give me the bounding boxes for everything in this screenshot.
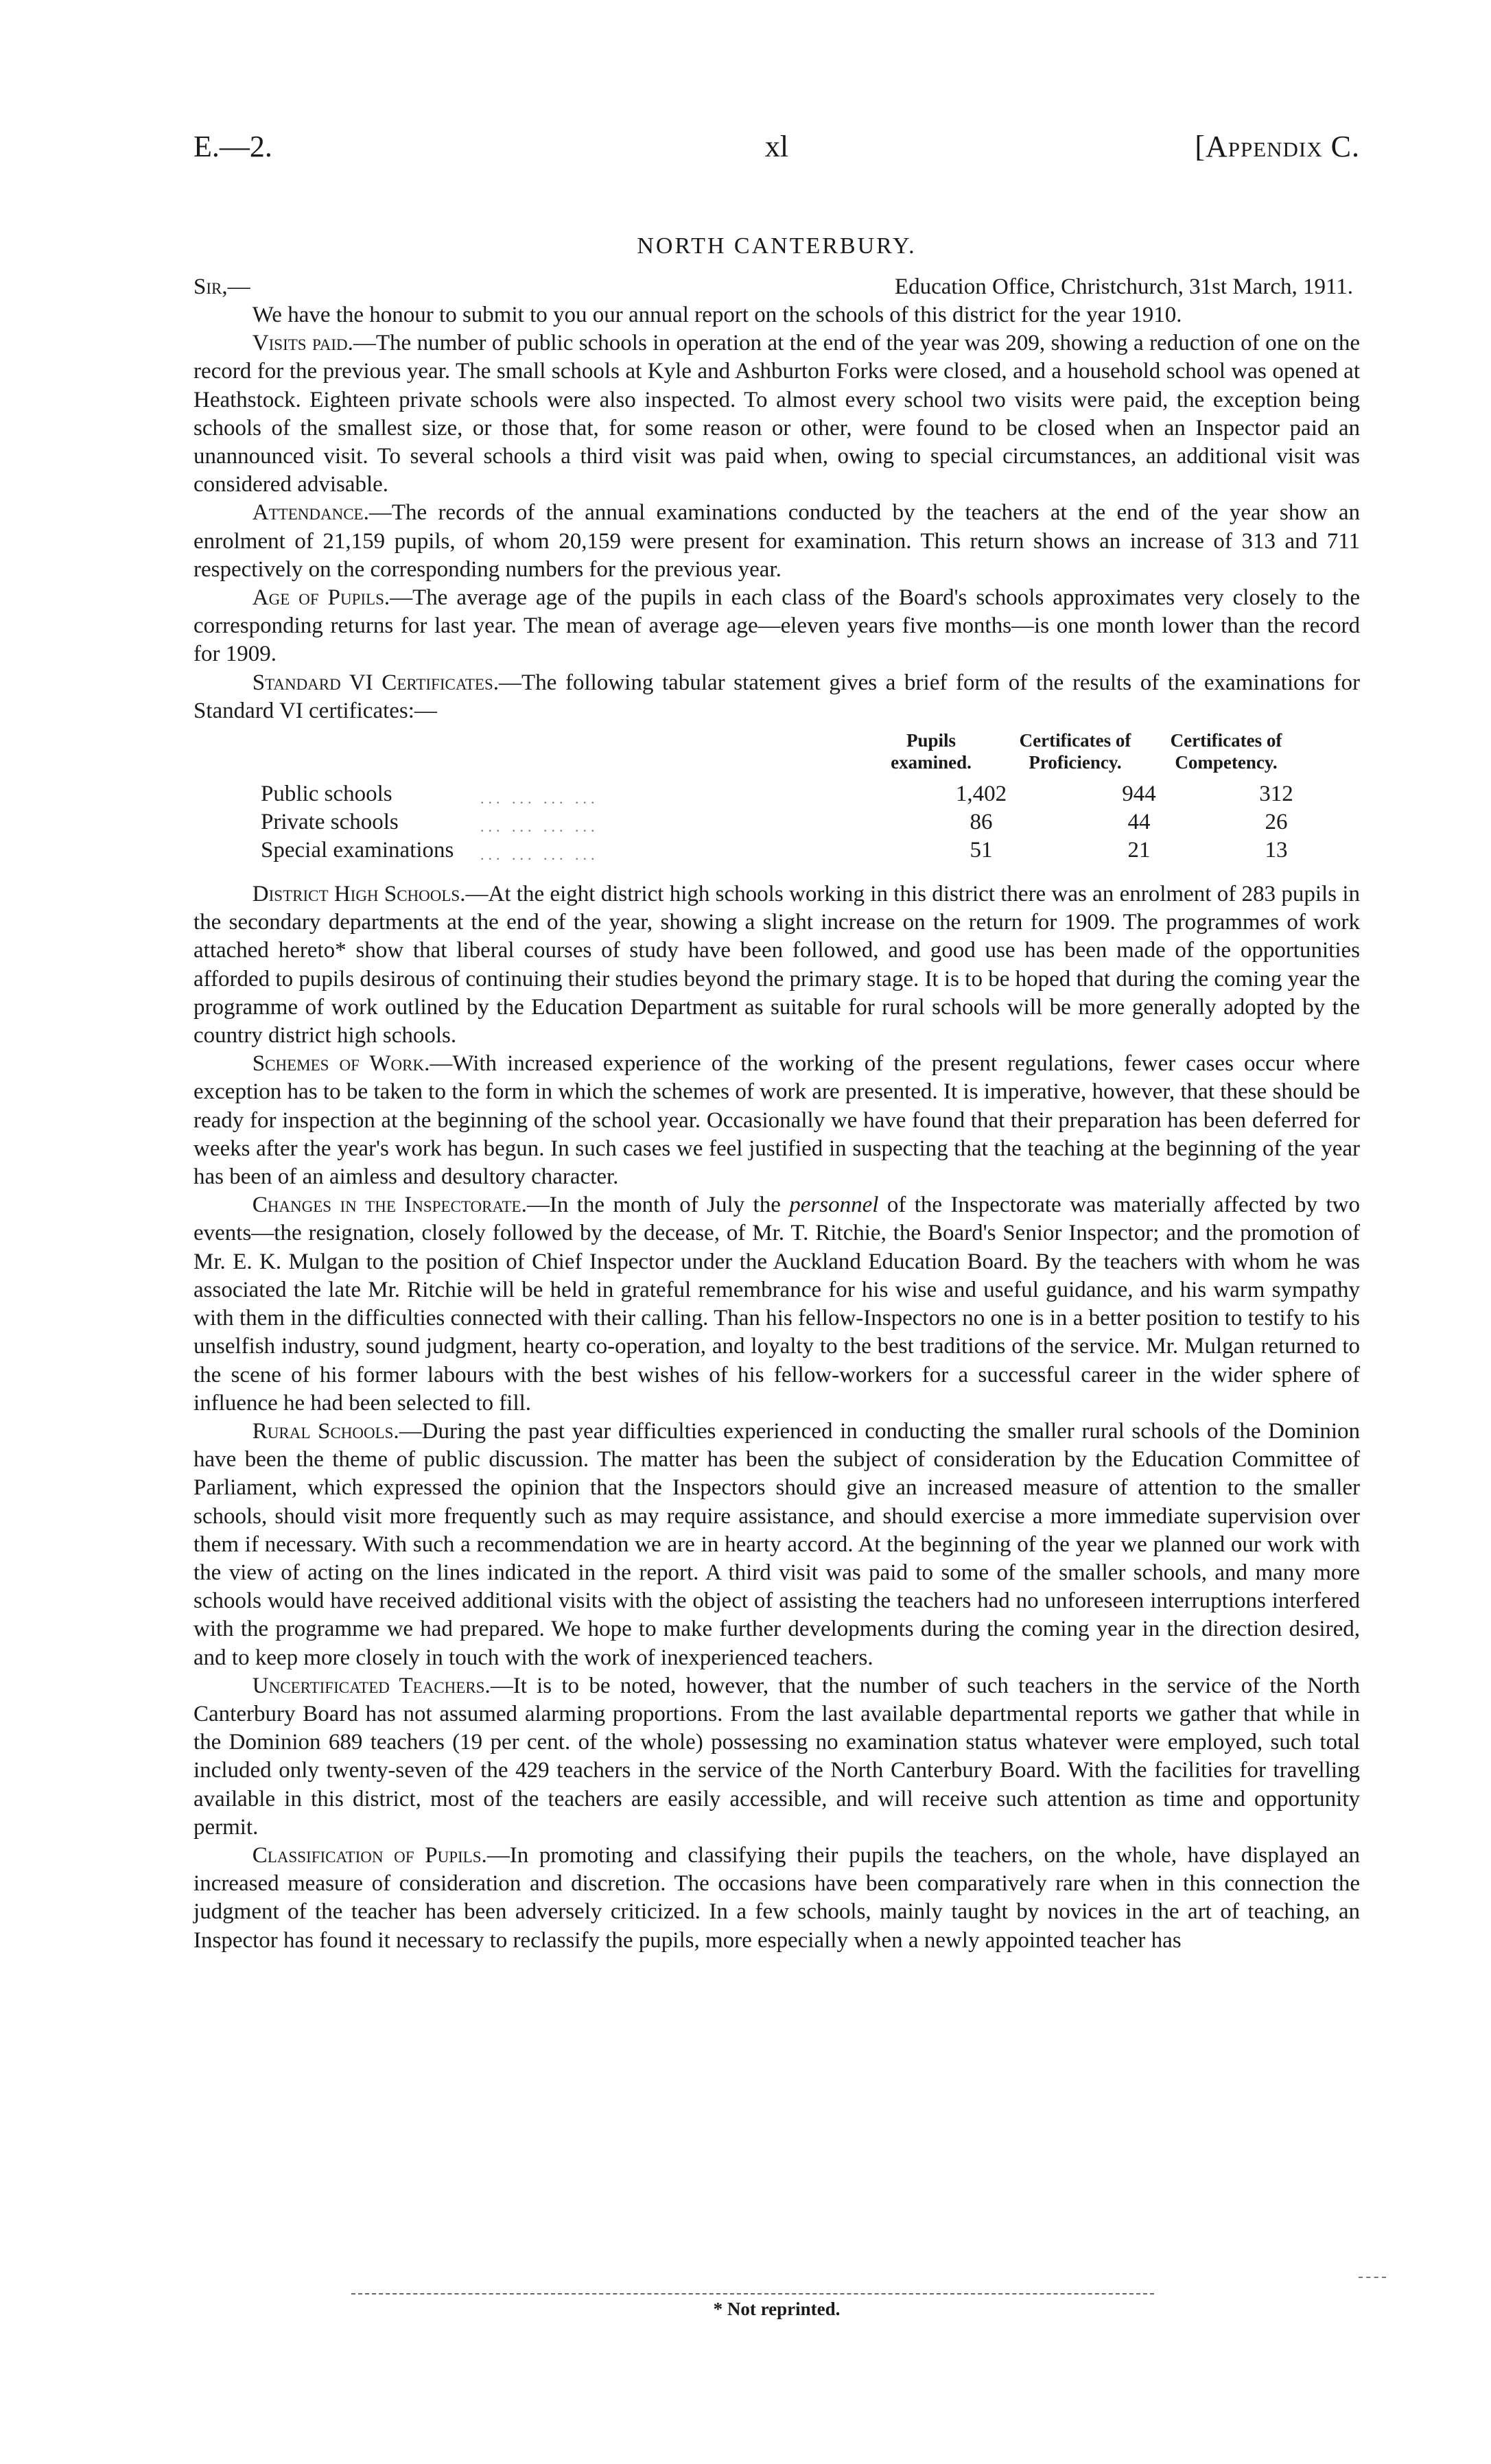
paragraph-visits: Visits paid.—The number of public schools in operation at the end of the year was 209, showing a reduction of one on the record for the previous year. The small schools at Kyle and Ashburton Forks were closed, and a household school was opened at Heathstock. Eighteen private schools were also inspected. To almost every school two visits were paid, the exception being schools of the smallest size, or those that, for some reason or other, were found to be closed when an Inspector paid an unannounced visit. To several schools a third visit was paid when, owing to special circumstances, an additional visit was considered advisable. xyxy=(193,331,1360,497)
page-number: xl xyxy=(764,130,789,163)
section-heading: Schemes of Work. xyxy=(252,1051,430,1077)
table-row xyxy=(261,836,1359,865)
margin-mark xyxy=(1359,2277,1386,2278)
section-heading: Rural Schools. xyxy=(252,1418,399,1444)
paragraph-classification: Classification of Pupils.—In promoting and classifying their pupils the teachers, on the whole, have displayed an increased measure of consideration and discretion. The occasions have been comparatively rare when in this connection the judgment of the teacher has been adversely criticized. In a few schools, mainly taught by novices in the art of teaching, an Inspector has found it necessary to reclassify the pupils, more especially when a newly appointed teacher has xyxy=(193,1842,1360,1953)
report-body xyxy=(193,273,1360,1955)
intro-paragraph: We have the honour to submit to you our annual report on the schools of this district for the year 1910. xyxy=(252,303,1182,327)
address-date: Education Office, Christchurch, 31st March, 1911. xyxy=(894,274,1353,299)
report-title: NORTH CANTERBURY. xyxy=(637,233,917,259)
section-heading: Visits paid. xyxy=(252,331,353,356)
cell-proficiency: 44 xyxy=(1127,810,1151,835)
section-heading: Attendance. xyxy=(252,500,369,526)
section-heading: Standard VI Certificates. xyxy=(252,670,500,695)
certificates-table xyxy=(193,729,1360,867)
cell-examined: 51 xyxy=(970,838,993,863)
column-header-examined: Pupils examined. xyxy=(891,730,972,773)
salutation: Sir,— xyxy=(193,274,250,299)
table-row xyxy=(261,780,1359,808)
cell-competency: 312 xyxy=(1259,782,1293,807)
table-row xyxy=(261,808,1359,836)
footnote-rule xyxy=(351,2293,1154,2295)
page-header xyxy=(193,129,1360,170)
column-header-competency: Certificates of Competency. xyxy=(1170,730,1282,773)
column-header-proficiency: Certificates of Proficiency. xyxy=(1019,730,1131,773)
paragraph-age: Age of Pupils.—The average age of the pupils in each class of the Board's schools approximates very closely to the corresponding returns for last year. The mean of average age—eleven years five months—is one month lower than the record for 1909. xyxy=(193,585,1360,667)
row-label: Private schools xyxy=(261,810,399,835)
footnote: * Not reprinted. xyxy=(713,2299,841,2319)
paragraph-attendance: Attendance.—The records of the annual examinations conducted by the teachers at the end of the year show an enrolment of 21,159 pupils, of whom 20,159 were present for examination. This return shows an increase of 313 and 711 respectively on the corresponding numbers for the previous year. xyxy=(193,500,1360,582)
paragraph-standard-vi: Standard VI Certificates.—The following tabular statement gives a brief form of the results of the examinations for Standard VI certificates:— xyxy=(193,670,1360,723)
header-reference: E.—2. xyxy=(193,130,272,163)
dot-leader: ... ... ... ... xyxy=(480,790,599,808)
salutation-line xyxy=(193,273,1360,301)
paragraph-district-high-schools: District High Schools.—At the eight district high schools working in this district there was an enrolment of 283 pupils in the secondary departments at the end of the year, showing a slight increase on the return for 1909. The programmes of work attached hereto* show that liberal courses of study have been followed, and good use has been made of the opportunities afforded to pupils desirous of continuing their studies beyond the primary stage. It is to be hoped that during the coming year the programme of work outlined by the Education Department as suitable for rural schools will be more generally adopted by the country district high schools. xyxy=(193,882,1361,1048)
cell-proficiency: 944 xyxy=(1122,782,1156,807)
header-appendix: [Appendix C. xyxy=(1195,130,1360,163)
section-heading: Changes in the Inspectorate. xyxy=(252,1193,527,1218)
cell-competency: 13 xyxy=(1265,838,1288,863)
section-heading: Classification of Pupils. xyxy=(252,1842,487,1868)
section-heading: District High Schools. xyxy=(252,882,466,907)
paragraph-schemes: Schemes of Work.—With increased experience of the working of the present regulations, fewer cases occur where exception has to be taken to the form in which the schemes of work are presented. It is imperative, however, that these should be ready for inspection at the beginning of the school year. Occasionally we have found that their preparation has been deferred for weeks after the year's work has begun. In such cases we feel justified in suspecting that the teaching at the beginning of the year has been of an aimless and desultory character. xyxy=(193,1051,1360,1190)
cell-examined: 86 xyxy=(970,810,993,835)
row-label: Special examinations xyxy=(261,838,454,863)
dot-leader: ... ... ... ... xyxy=(480,846,599,864)
section-heading: Uncertificated Teachers. xyxy=(252,1673,491,1698)
cell-proficiency: 21 xyxy=(1127,838,1151,863)
paragraph-uncertificated: Uncertificated Teachers.—It is to be noted, however, that the number of such teachers in the service of the North Canterbury Board has not assumed alarming proportions. From the last available departmental reports we gather that while in the Dominion 689 teachers (19 per cent. of the whole) possessing no examination status whatever were employed, such total included only twenty-seven of the 429 teachers in the service of the North Canterbury Board. With the facilities for travelling available in this district, most of the teachers are easily accessible, and will receive such attention as time and opportunity permit. xyxy=(193,1673,1360,1840)
paragraph-changes: Changes in the Inspectorate.—In the month of July the personnel of the Inspectorate was materially affected by two events—the resignation, closely followed by the decease, of Mr. T. Ritchie, the Board's Senior Inspector; and the promotion of Mr. E. K. Mulgan to the position of Chief Inspector under the Auckland Education Board. By the teachers with whom he was associated the late Mr. Ritchie will be held in grateful remembrance for his wise and useful guidance, and his warm sympathy with them in the difficulties connected with their calling. Than his fellow-Inspectors no one is in a better position to testify to his unselfish industry, sound judgment, hearty co-operation, and loyalty to the best traditions of the service. Mr. Mulgan returned to the scene of his former labours with the best wishes of his fellow-workers for a successful career in the wider sphere of influence he had been selected to fill. xyxy=(193,1193,1360,1416)
paragraph-rural: Rural Schools.—During the past year difficulties experienced in conducting the smaller rural schools of the Dominion have been the theme of public discussion. The matter has been the subject of consideration by the Education Committee of Parliament, which expressed the opinion that the Inspectors should give an increased measure of attention to the smaller schools, should visit more frequently such as may require assistance, and should exercise a more immediate supervision over them if necessary. With such a recommendation we are in hearty accord. At the beginning of the year we planned our work with the view of acting on the lines indicated in the report. A third visit was paid to some of the smaller schools, and many more schools would have received additional visits with the object of assisting the teachers had no unforeseen interruptions interfered with the programme we had prepared. We hope to make further developments during the coming year in the direction desired, and to keep more closely in touch with the work of inexperienced teachers. xyxy=(193,1418,1360,1670)
row-label: Public schools xyxy=(261,782,392,807)
cell-competency: 26 xyxy=(1265,810,1288,835)
dot-leader: ... ... ... ... xyxy=(480,818,599,836)
cell-examined: 1,402 xyxy=(955,782,1007,807)
section-heading: Age of Pupils. xyxy=(252,585,390,611)
